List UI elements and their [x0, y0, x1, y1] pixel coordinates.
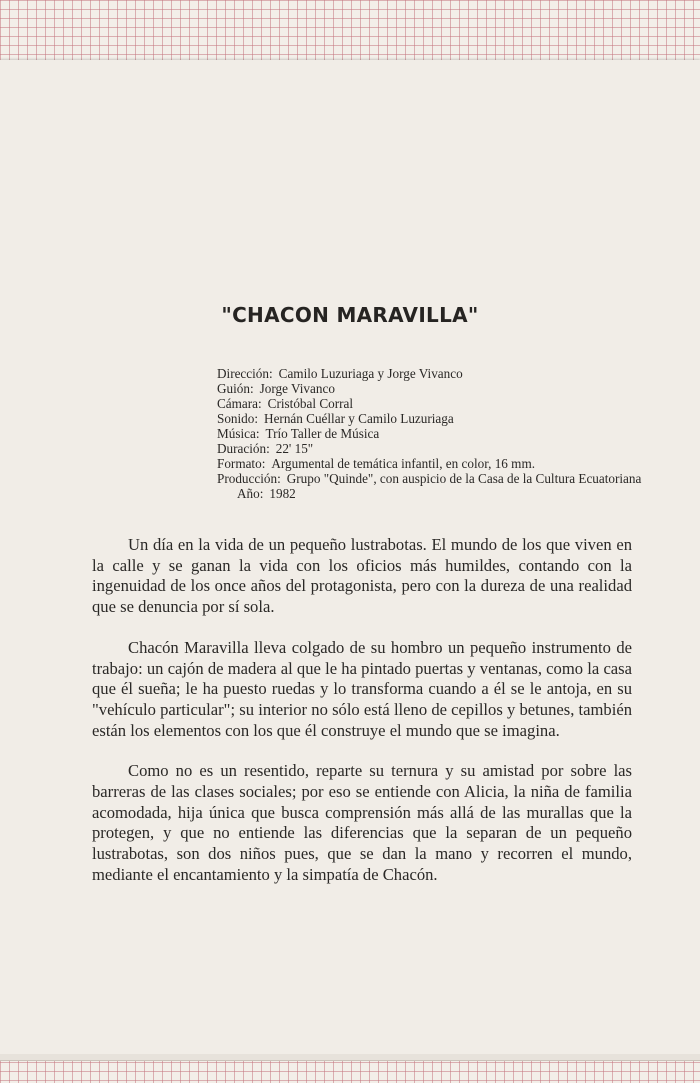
credit-label: Producción: [217, 471, 281, 486]
credit-label: Sonido: [217, 411, 259, 426]
credit-label: Duración: [217, 441, 270, 456]
document-title: "CHACON MARAVILLA" [221, 303, 479, 327]
credit-label: Formato: [217, 456, 266, 471]
credit-camara [217, 396, 642, 411]
document-page [0, 60, 700, 1055]
credit-label: Guión: [217, 381, 254, 396]
credit-label: Cámara: [217, 396, 262, 411]
credit-formato [217, 456, 642, 471]
credit-duracion [217, 441, 642, 456]
credit-produccion [217, 471, 642, 486]
credit-label: Música: [217, 426, 260, 441]
credit-value: Camilo Luzuriaga y Jorge Vivanco [278, 366, 463, 381]
credit-sonido [217, 411, 642, 426]
credit-direccion [217, 366, 642, 381]
credit-guion [217, 381, 642, 396]
credit-value: 22' 15" [275, 441, 314, 456]
synopsis-paragraph-3: Como no es un resentido, reparte su ternura y su amistad por sobre las barreras de las clases sociales; por eso se entiende con Alicia, la niña de familia acomodada, hija única que busca comprensión más allá de las murallas que la protegen, y que no entiende las diferencias que la separan de un pequeño lustrabotas, son dos niños pues, que se dan la mano y recorren el mundo, mediante el encantamiento y la simpatía de Chacón. [92, 761, 632, 884]
credit-label: Año: [237, 486, 264, 501]
credit-value: Jorge Vivanco [259, 381, 335, 396]
credit-label: Dirección: [217, 366, 273, 381]
credit-value: Grupo "Quinde", con auspicio de la Casa de la Cultura Ecuatoriana [286, 471, 642, 486]
credit-ano [217, 486, 642, 501]
credit-value: 1982 [269, 486, 296, 501]
credit-value: Cristóbal Corral [267, 396, 354, 411]
synopsis-text [92, 535, 632, 906]
credits-block [217, 366, 642, 501]
synopsis-paragraph-2: Chacón Maravilla lleva colgado de su hombro un pequeño instrumento de trabajo: un cajón de madera al que le ha pintado puertas y ventanas, como la casa que él sueña; le ha puesto ruedas y lo transforma cuando a él se le antoja, en su "vehículo particular"; su interior no sólo está lleno de cepillos y betunes, también están los elementos con los que él construye el mundo que se imagina. [92, 637, 632, 740]
synopsis-paragraph-1: Un día en la vida de un pequeño lustrabotas. El mundo de los que viven en la calle y se ganan la vida con los oficios más humildes, contando con la ingenuidad de los once años del protagonista, pero con la dureza de una realidad que se denuncia por sí sola. [92, 535, 632, 617]
credit-musica [217, 426, 642, 441]
credit-value: Hernán Cuéllar y Camilo Luzuriaga [264, 411, 454, 426]
credit-value: Trío Taller de Música [265, 426, 380, 441]
credit-value: Argumental de temática infantil, en color, 16 mm. [271, 456, 535, 471]
